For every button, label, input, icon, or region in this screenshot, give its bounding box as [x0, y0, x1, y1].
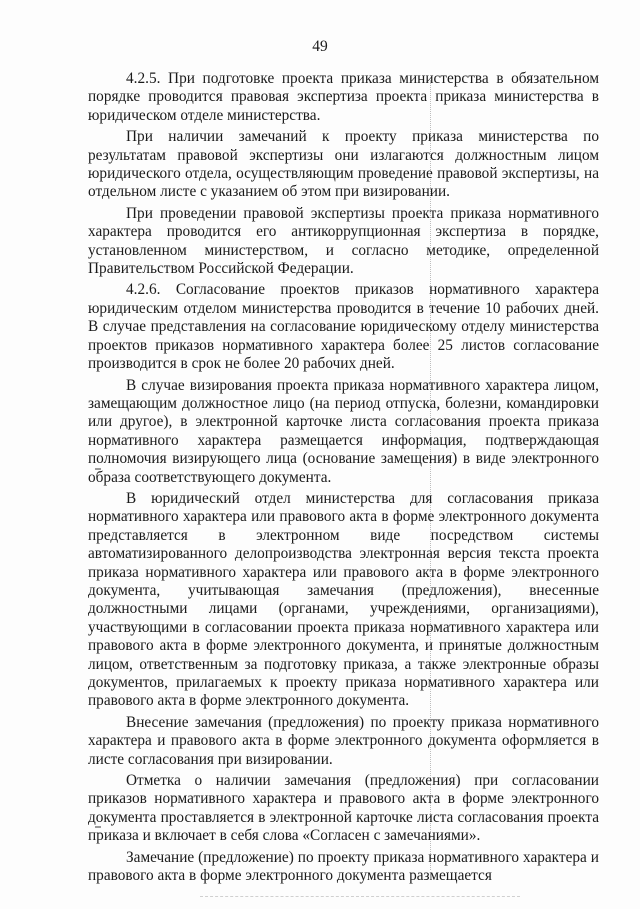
paragraph: Внесение замечания (предложения) по проекту приказа нормативного характера и правового акта в форме электронного документа оформляется в листе согласования при визировании. — [88, 713, 599, 768]
paragraph: Замечание (предложение) по проекту приказа нормативного характера и правового акта в форме электронного документа размещается — [88, 848, 599, 885]
scan-bottom-artifact — [200, 896, 520, 900]
paragraph: В юридический отдел министерства для согласования приказа нормативного характера или правового акта в форме электронного документа представляется в электронном виде посредством системы автоматизированного делопроизводства электронная версия текста проекта приказа нормативного характера или правового акта в форме электронного документа, учитывающая замечания (предложения), внесенные должностными лицами (органами, учреждениями, организациями), участвующими в согласовании проекта приказа нормативного характера или правового акта в форме электронного документа, и принятые должностным лицом, ответственным за подготовку приказа, а также электронные образы документов, прилагаемых к проекту приказа нормативного характера или правового акта в форме электронного документа. — [88, 489, 599, 710]
paragraph: При наличии замечаний к проекту приказа министерства по результатам правовой экспертизы они излагаются должностным лицом юридического отдела, осуществляющим проведение правовой экспертизы, на отдельном листе с указанием об этом при визировании. — [88, 128, 599, 201]
document-body — [88, 70, 599, 885]
paragraph: 4.2.5. При подготовке проекта приказа министерства в обязательном порядке проводится правовая экспертиза проекта приказа министерства в юридическом отделе министерства. — [88, 70, 599, 124]
paragraph: В случае визирования проекта приказа нормативного характера лицом, замещающим должностное лицо (на период отпуска, болезни, командировки или другое), в электронной карточке листа согласования проекта приказа нормативного характера размещается информация, подтверждающая полномочия визирующего лица (основание замещения) в виде электронного образа соответствующего документа. — [88, 376, 599, 486]
page-number: 49 — [312, 38, 328, 55]
paragraph: При проведении правовой экспертизы проекта приказа нормативного характера проводится его антикоррупционная экспертиза в порядке, установленном министерством, и согласно методике, определенной Правительством Российской Федерации. — [88, 204, 599, 278]
paragraph: Отметка о наличии замечания (предложения) при согласовании приказов нормативного характера и правового акта в форме электронного документа проставляется в электронной карточке листа согласования проекта приказа и включает в себя слова «Согласен с замечаниями». — [88, 772, 599, 845]
paragraph: 4.2.6. Согласование проектов приказов нормативного характера юридическим отделом министерства проводится в течение 10 рабочих дней. В случае представления на согласование юридическому отделу министерства проектов приказов нормативного характера более 25 листов согласование производится в срок не более 20 рабочих дней. — [88, 281, 599, 373]
